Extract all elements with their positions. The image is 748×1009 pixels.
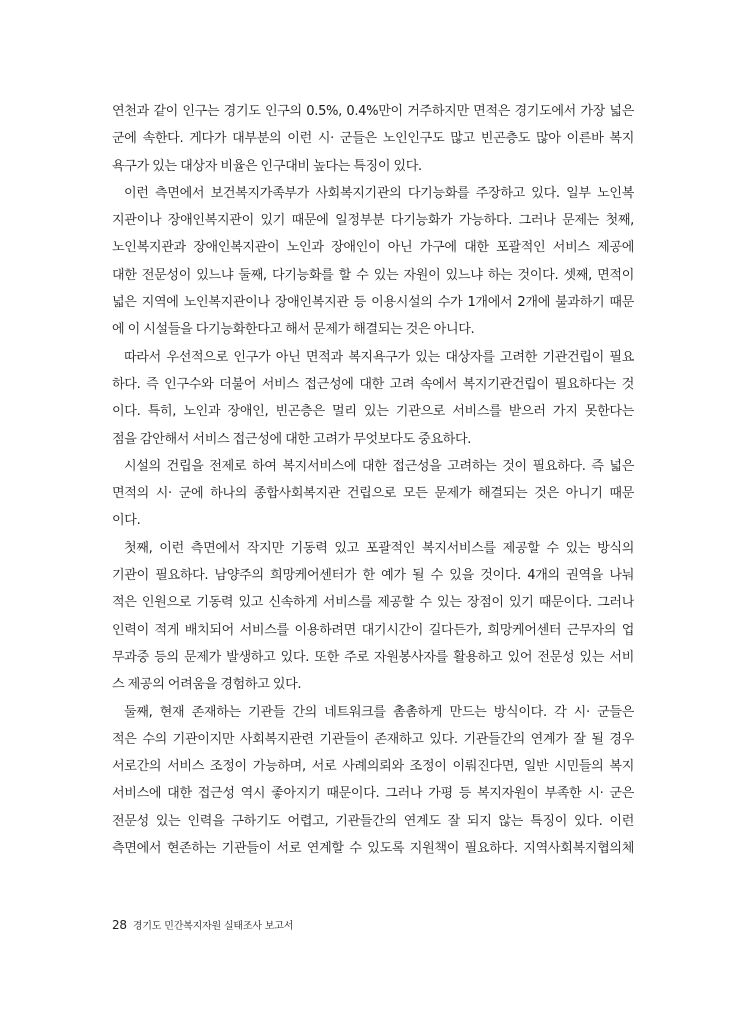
text-line: 하다. 즉 인구수와 더불어 서비스 접근성에 대한 고려 속에서 복지기관건립이 필요하다는 것	[112, 376, 634, 392]
text-line: 적은 수의 기관이지만 사회복지관련 기관들이 존재하고 있다. 기관들간의 연계가 잘 될 경우	[112, 731, 634, 747]
report-title: 경기도 민간복지자원 실태조사 보고서	[132, 921, 294, 932]
text-line: 연천과 같이 인구는 경기도 인구의 0.5%, 0.4%만이 거주하지만 면적은 경기도에서 가장 넓은	[112, 104, 634, 119]
text-line: 전문성 있는 인력을 구하기도 어렵고, 기관들간의 연계도 잘 되지 않는 특징이 있다. 이런	[112, 813, 634, 829]
text-line: 욕구가 있는 대상자 비율은 인구대비 높다는 특징이 있다.	[112, 158, 422, 174]
text-line: 노인복지관과 장애인복지관이 노인과 장애인이 아닌 가구에 대한 포괄적인 서비스 제공에	[112, 240, 634, 256]
text-line: 넓은 지역에 노인복지관이나 장애인복지관 등 이용시설의 수가 1개에서 2개에 불과하기 때문	[112, 295, 634, 311]
text-line: 첫째, 이런 측면에서 작지만 기동력 있고 포괄적인 복지서비스를 제공할 수 있는 방식의	[124, 540, 634, 556]
text-line: 에 이 시설들을 다기능화한다고 해서 문제가 해결되는 것은 아니다.	[112, 322, 475, 338]
text-line: 둘째, 현재 존재하는 기관들 간의 네트워크를 촘촘하게 만드는 방식이다. 각 시· 군들은	[124, 704, 634, 720]
text-line: 이다. 특히, 노인과 장애인, 빈곤층은 멀리 있는 기관으로 서비스를 받으러 가지 못한다는	[112, 404, 634, 420]
text-line: 면적의 시· 군에 하나의 종합사회복지관 건립으로 모든 문제가 해결되는 것은 아니기 때문	[112, 486, 634, 502]
text-line: 기관이 필요하다. 남양주의 희망케어센터가 한 예가 될 수 있을 것이다. 4개의 권역을 나눠	[112, 568, 634, 584]
text-line: 서로간의 서비스 조정이 가능하며, 서로 사례의뢰와 조정이 이뤄진다면, 일반 시민들의 복지	[112, 759, 634, 775]
text-line: 시설의 건립을 전제로 하여 복지서비스에 대한 접근성을 고려하는 것이 필요하다. 즉 넓은	[124, 458, 634, 474]
text-line: 스 제공의 어려움을 경험하고 있다.	[112, 677, 302, 693]
page-number: 28	[112, 918, 127, 932]
text-line: 인력이 적게 배치되어 서비스를 이용하려면 대기시간이 길다든가, 희망케어센터 근무자의 업	[112, 622, 634, 638]
text-line: 무과중 등의 문제가 발생하고 있다. 또한 주로 자원봉사자를 활용하고 있어 전문성 있는 서비	[112, 649, 634, 665]
text-line: 대한 전문성이 있느냐 둘째, 다기능화를 할 수 있는 자원이 있느냐 하는 것이다. 셋째, 면적이	[112, 267, 634, 283]
text-line: 따라서 우선적으로 인구가 아닌 면적과 복지욕구가 있는 대상자를 고려한 기관건립이 필요	[124, 349, 634, 365]
text-line: 지관이나 장애인복지관이 있기 때문에 일정부분 다기능화가 가능하다. 그러나 문제는 첫째,	[112, 213, 634, 229]
text-line: 이다.	[112, 513, 141, 529]
text-line: 측면에서 현존하는 기관들이 서로 연계할 수 있도록 지원책이 필요하다. 지역사회복지협의체	[112, 841, 634, 857]
text-line: 이런 측면에서 보건복지가족부가 사회복지기관의 다기능화를 주장하고 있다. 일부 노인복	[124, 185, 634, 201]
text-line: 적은 인원으로 기동력 있고 신속하게 서비스를 제공할 수 있는 장점이 있기 때문이다. 그러나	[112, 595, 634, 611]
body-text	[112, 98, 634, 862]
page-footer	[112, 917, 293, 932]
text-line: 서비스에 대한 접근성 역시 좋아지기 때문이다. 그러나 가평 등 복지자원이 부족한 시· 군은	[112, 786, 634, 802]
text-line: 군에 속한다. 게다가 대부분의 이런 시· 군들은 노인인구도 많고 빈곤층도 많아 이른바 복지	[112, 131, 634, 147]
text-line: 점을 감안해서 서비스 접근성에 대한 고려가 무엇보다도 중요하다.	[112, 431, 472, 447]
